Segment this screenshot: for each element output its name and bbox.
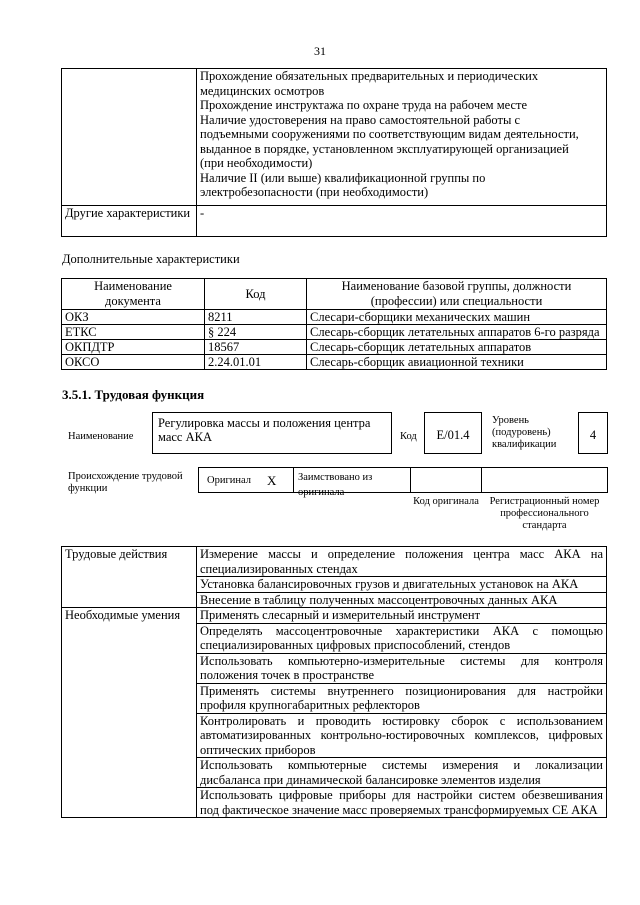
header-document: Наименование документа xyxy=(62,279,205,310)
table-row xyxy=(62,608,607,624)
doc-cell: ОКЗ xyxy=(62,310,205,325)
requirement-line: Прохождение обязательных предварительных и периодических xyxy=(200,69,539,83)
header-code: Код xyxy=(205,279,307,310)
requirement-line: Прохождение инструктажа по охране труда на рабочем месте xyxy=(200,98,528,112)
borrowed-label: Заимствовано из оригинала xyxy=(298,472,373,498)
requirement-line: выданное в порядке, установленном эксплуатирующей организацией xyxy=(200,141,569,156)
code-cell: 18567 xyxy=(205,340,307,355)
action-item: Измерение массы и определение положения центра масс АКА на специализированных стендах xyxy=(197,547,607,577)
group-cell: Слесарь-сборщик авиационной техники xyxy=(307,355,607,370)
skill-item: Использовать компьютерные системы измерения и локализации дисбаланса при динамической балансировке элементов изделия xyxy=(197,758,607,788)
header-group: Наименование базовой группы, должности (профессии) или специальности xyxy=(307,279,607,310)
code-cell: 8211 xyxy=(205,310,307,325)
function-name-value: Регулировка массы и положения центра масс АКА xyxy=(158,416,371,444)
requirements-label-cell xyxy=(62,69,197,206)
additional-characteristics-table xyxy=(61,278,607,370)
skill-item: Применять слесарный и измерительный инструмент xyxy=(197,608,607,624)
requirement-line: подъемными сооружениями по соответствующим видам деятельности, xyxy=(200,127,579,141)
skill-item: Использовать цифровые приборы для настройки систем обезвешивания под фактическое значение масс проверяемых трансформируемых СЕ АКА xyxy=(197,788,607,818)
requirement-line: (при необходимости) xyxy=(200,156,313,170)
requirement-line: медицинских осмотров xyxy=(200,83,325,98)
other-characteristics-value: - xyxy=(197,206,607,237)
code-original-box xyxy=(410,467,482,493)
other-characteristics-label: Другие характеристики xyxy=(62,206,197,237)
doc-cell: ОКПДТР xyxy=(62,340,205,355)
group-cell: Слесарь-сборщик летательных аппаратов 6-го разряда xyxy=(307,325,607,340)
group-cell: Слесари-сборщики механических машин xyxy=(307,310,607,325)
borrowed-box xyxy=(293,467,411,498)
table-row xyxy=(62,355,607,370)
code-original-label: Код оригинала xyxy=(413,496,479,507)
actions-label: Трудовые действия xyxy=(62,547,197,608)
skill-item: Определять массоцентровочные характеристики АКА с помощью специализированных цифровых приспособлений, стендов xyxy=(197,623,607,653)
action-item: Установка балансировочных грузов и двигательных установок на АКА xyxy=(197,577,607,593)
level-box xyxy=(578,412,608,454)
doc-cell: ЕТКС xyxy=(62,325,205,340)
code-cell: § 224 xyxy=(205,325,307,340)
table-row xyxy=(62,547,607,577)
function-code-box xyxy=(424,412,482,454)
reg-number-label: Регистрационный номер профессионального стандарта xyxy=(489,496,600,531)
requirements-table xyxy=(61,68,607,237)
function-details-table xyxy=(61,546,607,818)
function-heading: 3.5.1. Трудовая функция xyxy=(62,387,205,402)
requirement-line: Наличие II (или выше) квалификационной группы по xyxy=(200,170,486,185)
skills-label: Необходимые умения xyxy=(62,608,197,818)
skill-item: Использовать компьютерно-измерительные системы для контроля положения точек в пространстве xyxy=(197,653,607,683)
group-cell: Слесарь-сборщик летательных аппаратов xyxy=(307,340,607,355)
requirement-line: Наличие удостоверения на право самостоятельной работы с xyxy=(200,112,521,127)
table-row xyxy=(62,325,607,340)
doc-cell: ОКСО xyxy=(62,355,205,370)
skill-item: Применять системы внутреннего позиционирования для настройки профиля крупногабаритных рефлекторов xyxy=(197,683,607,713)
level-value: 4 xyxy=(589,428,597,442)
skill-item: Контролировать и проводить юстировку сборок с использованием автоматизированных контрольно-юстировочных комплексов, цифровых оптических приборов xyxy=(197,713,607,758)
function-name-box xyxy=(152,412,392,454)
reg-number-box xyxy=(481,467,608,493)
requirements-cell xyxy=(197,69,607,206)
code-cell: 2.24.01.01 xyxy=(205,355,307,370)
level-label: Уровень (подуровень) квалификации xyxy=(492,415,557,450)
name-label: Наименование xyxy=(68,431,134,442)
original-label: Оригинал xyxy=(207,475,251,486)
table-row xyxy=(62,310,607,325)
additional-characteristics-title: Дополнительные характеристики xyxy=(62,252,240,266)
requirement-line: электробезопасности (при необходимости) xyxy=(200,185,429,199)
function-code-value: E/01.4 xyxy=(436,428,470,442)
original-mark: X xyxy=(267,473,277,488)
action-item: Внесение в таблицу полученных массоцентровочных данных АКА xyxy=(197,592,607,608)
table-row xyxy=(62,340,607,355)
page-number: 31 xyxy=(314,44,326,58)
code-label: Код xyxy=(400,431,417,442)
origin-label: Происхождение трудовой функции xyxy=(68,471,183,494)
original-box xyxy=(198,467,294,493)
